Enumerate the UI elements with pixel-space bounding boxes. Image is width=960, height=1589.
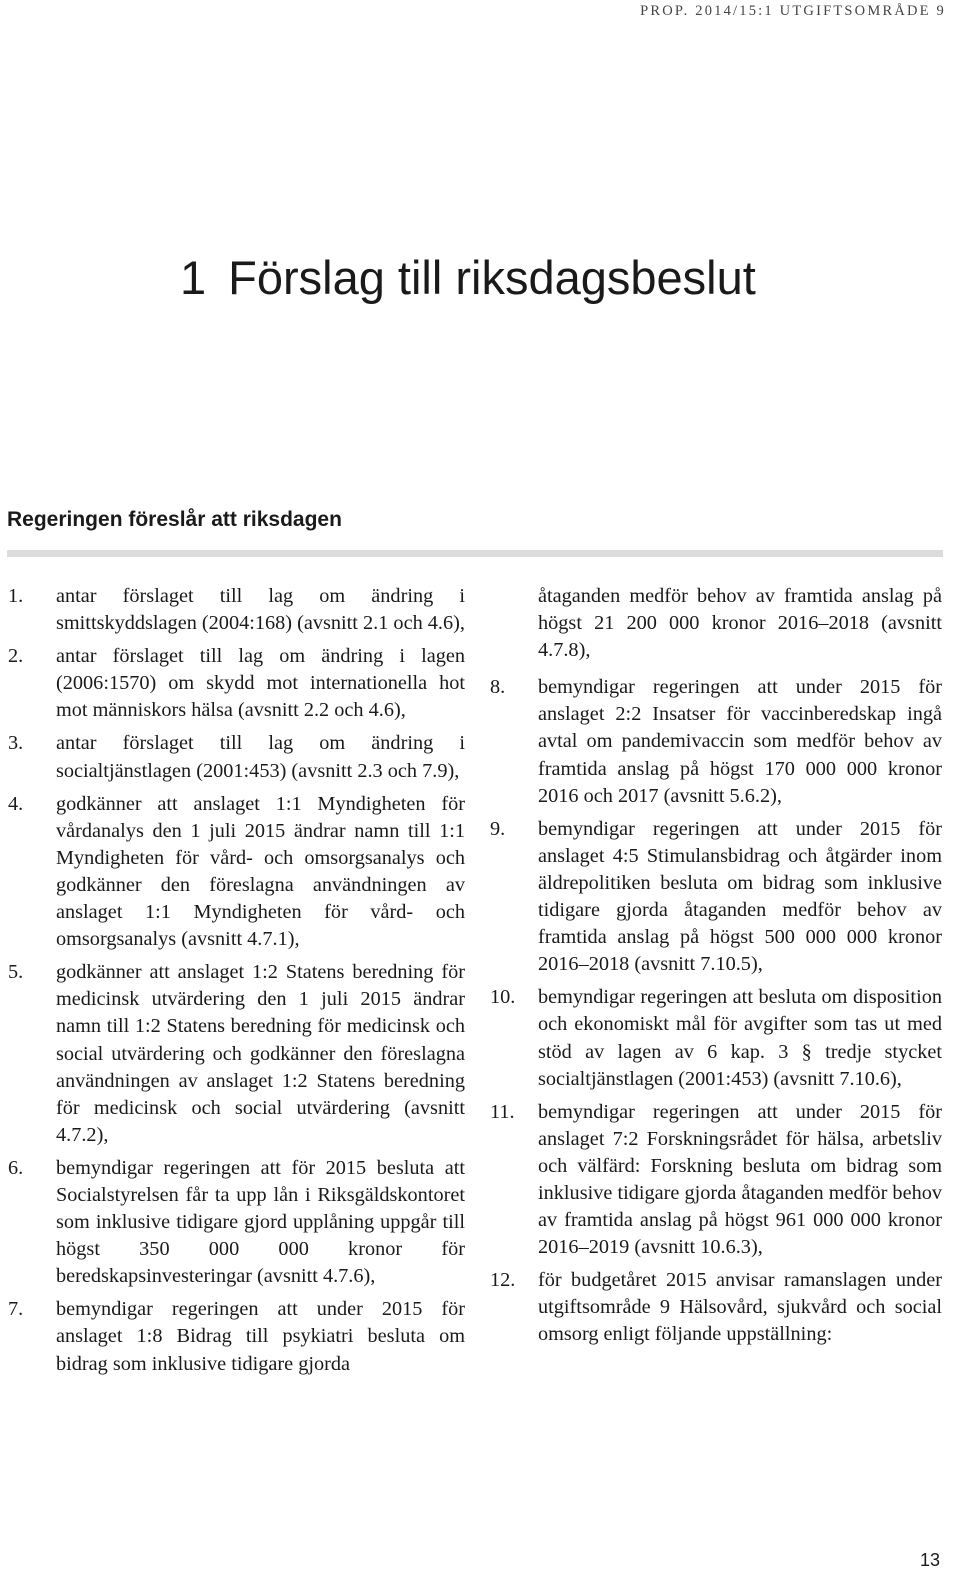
- proposal-item-10: 10. bemyndigar regeringen att besluta om disposition och ekonomiskt mål för avgifter som tas ut med stöd av lagen av 6 kap. 3 § tredje stycket socialtjänstlagen (2001:453) (avsnitt 7.10.6),: [490, 986, 942, 1090]
- page-title: [180, 250, 756, 305]
- proposal-item-4: 4. godkänner att anslaget 1:1 Myndigheten för vårdanalys den 1 juli 2015 ändrar namn till 1:1 Myndigheten för vård- och omsorgsanalys och godkänner den föreslagna användningen av anslaget 1:1 Myndigheten för vård- och omsorgsanalys (avsnitt 4.7.1),: [8, 792, 465, 951]
- proposal-item-7: 7. bemyndigar regeringen att under 2015 för anslaget 1:8 Bidrag till psykiatri besluta om bidrag som inklusive tidigare gjorda: [8, 1298, 465, 1375]
- running-header: PROP. 2014/15:1 UTGIFTSOMRÅDE 9: [640, 3, 946, 19]
- proposal-item-11: 11. bemyndigar regeringen att under 2015 för anslaget 7:2 Forskningsrådet för hälsa, arbetsliv och välfärd: Forskning besluta om bidrag som inklusive tidigare gjorda åtaganden medför behov av framtida anslag på högst 961 000 000 kronor 2016–2019 (avsnitt 10.6.3),: [490, 1100, 942, 1259]
- intro-heading: Regeringen föreslår att riksdagen: [7, 508, 342, 531]
- right-column: [490, 583, 942, 1355]
- page-number: 13: [919, 1550, 940, 1570]
- proposal-item-7-continuation: åtaganden medför behov av framtida anslag på högst 21 200 000 kronor 2016–2018 (avsnitt 4.7.8),: [538, 585, 942, 662]
- proposal-item-1: 1. antar förslaget till lag om ändring i smittskyddslagen (2004:168) (avsnitt 2.1 och 4.6),: [8, 585, 465, 635]
- proposal-item-5: 5. godkänner att anslaget 1:2 Statens beredning för medicinsk utvärdering den 1 juli 2015 ändrar namn till 1:2 Statens beredning för medicinsk och social utvärdering och godkänner den föreslagna användningen av anslaget 1:2 Statens beredning för medicinsk och social utvärdering (avsnitt 4.7.2),: [8, 961, 465, 1146]
- proposal-item-12: 12. för budgetåret 2015 anvisar ramanslagen under utgiftsområde 9 Hälsovård, sjukvård och social omsorg enligt följande uppställning:: [490, 1269, 942, 1346]
- section-number: 1: [180, 251, 207, 304]
- proposal-item-6: 6. bemyndigar regeringen att för 2015 besluta att Socialstyrelsen får ta upp lån i Riksgäldskontoret som inklusive tidigare gjord upplåning uppgår till högst 350 000 000 kronor för beredskapsinvesteringar (avsnitt 4.7.6),: [8, 1156, 465, 1288]
- proposal-item-3: 3. antar förslaget till lag om ändring i socialtjänstlagen (2001:453) (avsnitt 2.3 och 7.9),: [8, 732, 465, 782]
- section-title: Förslag till riksdagsbeslut: [228, 251, 756, 304]
- divider: [7, 550, 943, 557]
- left-column: [8, 583, 465, 1384]
- proposal-item-8: 8. bemyndigar regeringen att under 2015 för anslaget 2:2 Insatser för vaccinberedskap ingå avtal om pandemivaccin som medför behov av framtida anslag på högst 170 000 000 kronor 2016 och 2017 (avsnitt 5.6.2),: [490, 676, 942, 807]
- proposal-item-9: 9. bemyndigar regeringen att under 2015 för anslaget 4:5 Stimulansbidrag och åtgärder inom äldrepolitiken besluta om bidrag som inklusive tidigare gjorda åtaganden medför behov av framtida anslag på högst 500 000 000 kronor 2016–2018 (avsnitt 7.10.5),: [490, 817, 942, 976]
- proposal-item-2: 2. antar förslaget till lag om ändring i lagen (2006:1570) om skydd mot internationella hot mot människors hälsa (avsnitt 2.2 och 4.6),: [8, 645, 465, 722]
